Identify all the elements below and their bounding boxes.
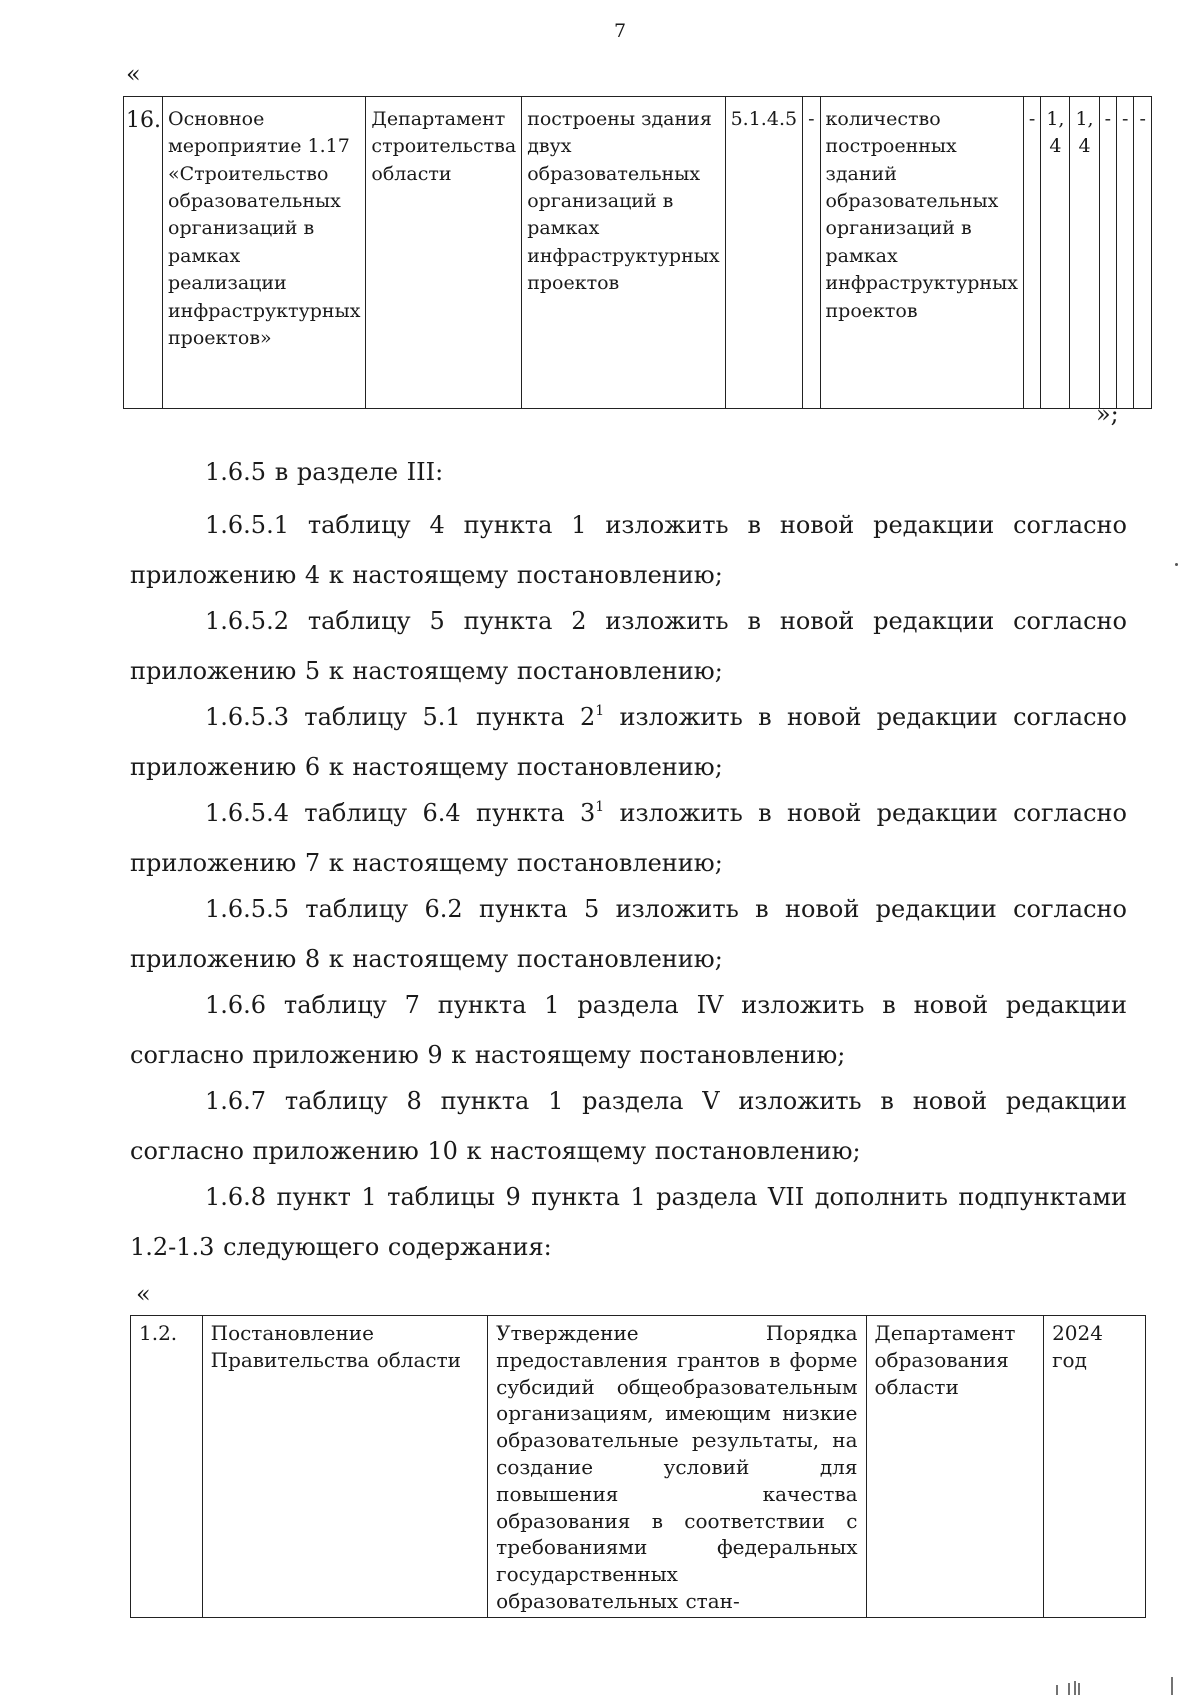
superscript: 1 xyxy=(595,703,605,719)
act-content-cell: Утверждение Порядка предоставления грантов в форме субсидий общеобразовательным организациям, имеющим низкие образовательные результаты, на создание условий для повышения качества образования в соответствии с требованиями федеральных государственных образовательных стан- xyxy=(488,1316,866,1618)
program-events-table-fragment xyxy=(123,96,1152,409)
opening-quote-2: « xyxy=(136,1280,151,1308)
expected-result-cell: построены здания двух образовательных организаций в рамках инфраструктурных проектов xyxy=(522,97,725,409)
row-number: 16. xyxy=(124,97,163,409)
value-cell: 1, 4 xyxy=(1070,97,1099,409)
page-number: 7 xyxy=(613,20,627,42)
opening-quote: « xyxy=(126,60,141,88)
dash-cell: - xyxy=(1117,97,1134,409)
dash-cell: - xyxy=(1134,97,1151,409)
paragraph-1-6-5: 1.6.5 в разделе III: xyxy=(205,458,444,486)
scan-speck xyxy=(1175,563,1178,566)
executor-cell: Департамент строительства области xyxy=(366,97,522,409)
act-type-cell: Постановление Правительства области xyxy=(202,1316,488,1618)
paragraph-1-6-8: 1.6.8 пункт 1 таблицы 9 пункта 1 раздела VII дополнить подпунктами 1.2-1.3 следующего содержания: xyxy=(130,1183,1127,1261)
table-row xyxy=(124,97,1152,409)
superscript: 1 xyxy=(595,799,605,815)
scan-edge-marks xyxy=(1055,1675,1175,1695)
closing-quote: »; xyxy=(1096,400,1119,428)
row-number: 1.2. xyxy=(131,1316,203,1618)
dash-cell: - xyxy=(1023,97,1040,409)
paragraph-1-6-5-4 xyxy=(130,788,1127,888)
value-cell: 1, 4 xyxy=(1041,97,1070,409)
paragraph-1-6-5-1: 1.6.5.1 таблицу 4 пункта 1 изложить в новой редакции согласно приложению 4 к настоящему постановлению; xyxy=(130,511,1127,589)
term-cell: 2024 год xyxy=(1044,1316,1146,1618)
normative-acts-table-fragment xyxy=(130,1315,1146,1618)
event-name-cell: Основное мероприятие 1.17 «Строительство образовательных организаций в рамках реализации инфраструктурных проектов» xyxy=(163,97,366,409)
paragraph-text: изложить в новой редакции согласно приложению 7 к настоящему постановлению; xyxy=(130,799,1128,877)
dash-cell: - xyxy=(1099,97,1116,409)
code-cell: 5.1.4.5 xyxy=(725,97,802,409)
paragraph-text: 1.6.5.3 таблицу 5.1 пункта 2 xyxy=(205,703,596,731)
paragraph-text: 1.6.5.4 таблицу 6.4 пункта 3 xyxy=(205,799,596,827)
paragraph-1-6-5-2: 1.6.5.2 таблицу 5 пункта 2 изложить в новой редакции согласно приложению 5 к настоящему постановлению; xyxy=(130,607,1127,685)
paragraph-1-6-5-5: 1.6.5.5 таблицу 6.2 пункта 5 изложить в новой редакции согласно приложению 8 к настоящему постановлению; xyxy=(130,895,1127,973)
paragraph-1-6-6: 1.6.6 таблицу 7 пункта 1 раздела IV изложить в новой редакции согласно приложению 9 к настоящему постановлению; xyxy=(130,991,1127,1069)
paragraph-1-6-7: 1.6.7 таблицу 8 пункта 1 раздела V изложить в новой редакции согласно приложению 10 к настоящему постановлению; xyxy=(130,1087,1127,1165)
paragraph-text: изложить в новой редакции согласно приложению 6 к настоящему постановлению; xyxy=(130,703,1128,781)
paragraph-1-6-5-3 xyxy=(130,692,1127,792)
table-row xyxy=(131,1316,1146,1618)
executor-cell: Департамент образования области xyxy=(866,1316,1044,1618)
dash-cell: - xyxy=(803,97,820,409)
indicator-cell: количество построенных зданий образовательных организаций в рамках инфраструктурных проектов xyxy=(820,97,1023,409)
